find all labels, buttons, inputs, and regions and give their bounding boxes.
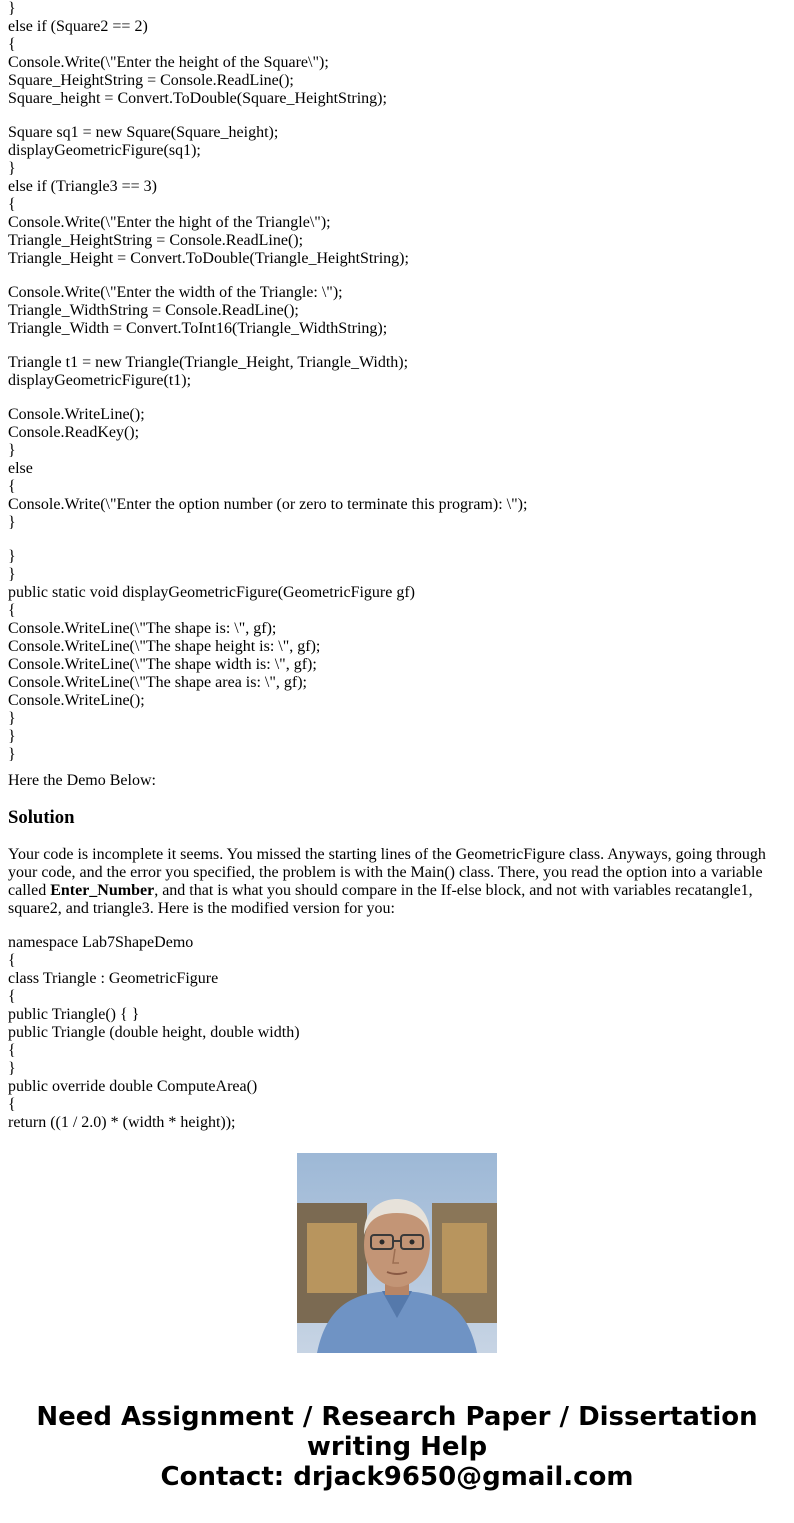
code-line: } [8,548,16,565]
code-line: Console.ReadKey(); [8,424,140,441]
code-line: else [8,460,33,477]
demo-text: Here the Demo Below: [8,772,156,789]
code-line: Square sq1 = new Square(Square_height); [8,124,279,141]
code-line: Console.Write(\"Enter the height of the Square\"); [8,54,329,71]
code-line: { [8,1042,16,1059]
code-line: Console.Write(\"Enter the hight of the Triangle\"); [8,214,331,231]
code-line: Console.WriteLine(\"The shape height is: \", gf); [8,638,321,655]
code-line: } [8,710,16,727]
code-line: public static void displayGeometricFigure(GeometricFigure gf) [8,584,415,601]
code-line: { [8,602,16,619]
code-line: Console.WriteLine(\"The shape area is: \", gf); [8,674,307,691]
code-line: Triangle_HeightString = Console.ReadLine(); [8,232,304,249]
code-line: { [8,196,16,213]
code-line: Console.WriteLine(\"The shape is: \", gf); [8,620,277,637]
code-listing-bottom [8,934,778,1132]
code-line: { [8,1096,16,1113]
code-line: { [8,952,16,969]
solution-paragraph [8,846,778,918]
code-line: Console.WriteLine(\"The shape width is: \", gf); [8,656,317,673]
solution-heading: Solution [8,807,75,828]
code-line: Console.Write(\"Enter the option number (or zero to terminate this program): \"); [8,496,528,513]
code-line: public Triangle() { } [8,1006,140,1023]
code-line: Triangle t1 = new Triangle(Triangle_Height, Triangle_Width); [8,354,409,371]
code-listing-top [8,0,778,764]
footer-contact: Contact: drjack9650@gmail.com [160,1462,634,1492]
code-blank-line [8,108,778,124]
code-line: Square_HeightString = Console.ReadLine(); [8,72,294,89]
code-line: public Triangle (double height, double width) [8,1024,300,1041]
code-line: } [8,1060,16,1077]
code-line: Square_height = Convert.ToDouble(Square_HeightString); [8,90,387,107]
code-line: Console.WriteLine(); [8,692,145,709]
code-line: } [8,160,16,177]
code-line: else if (Square2 == 2) [8,18,148,35]
code-line: } [8,728,16,745]
solution-text-part1: Your code is incomplete it seems. You missed the starting lines of the GeometricFigure class. Anyways, going through your code, and the error you specified, the problem is with the Main() class. There, you read the option into a variable called [8,846,766,899]
code-line: { [8,36,16,53]
code-blank-line [8,390,778,406]
code-line: Console.WriteLine(); [8,406,145,423]
code-line: } [8,0,16,17]
code-line: Triangle_WidthString = Console.ReadLine(); [8,302,299,319]
code-line: return ((1 / 2.0) * (width * height)); [8,1114,236,1131]
code-line: Triangle_Height = Convert.ToDouble(Triangle_HeightString); [8,250,409,267]
footer-line-2: writing Help [306,1432,488,1462]
code-line: } [8,746,16,763]
code-line: { [8,478,16,495]
document-content [8,0,778,1131]
variable-name-bold: Enter_Number [50,882,155,899]
footer-banner [0,1402,794,1492]
author-photo-icon [297,1153,497,1353]
solution-text-part2: , and that is what you should compare in the If-else block, and not with variables recatangle1, square2, and triangle3. Here is the modified version for you: [8,882,753,917]
code-line: } [8,566,16,583]
code-blank-line [8,532,778,548]
code-blank-line [8,268,778,284]
code-line: displayGeometricFigure(sq1); [8,142,201,159]
code-line: { [8,988,16,1005]
author-avatar [297,1153,497,1353]
code-blank-line [8,338,778,354]
code-line: namespace Lab7ShapeDemo [8,934,194,951]
code-line: Triangle_Width = Convert.ToInt16(Triangle_WidthString); [8,320,388,337]
code-line: else if (Triangle3 == 3) [8,178,157,195]
footer-line-1: Need Assignment / Research Paper / Dissertation [36,1402,758,1432]
code-line: public override double ComputeArea() [8,1078,258,1095]
code-line: } [8,514,16,531]
code-line: } [8,442,16,459]
code-line: Console.Write(\"Enter the width of the Triangle: \"); [8,284,343,301]
code-line: class Triangle : GeometricFigure [8,970,219,987]
code-line: displayGeometricFigure(t1); [8,372,192,389]
